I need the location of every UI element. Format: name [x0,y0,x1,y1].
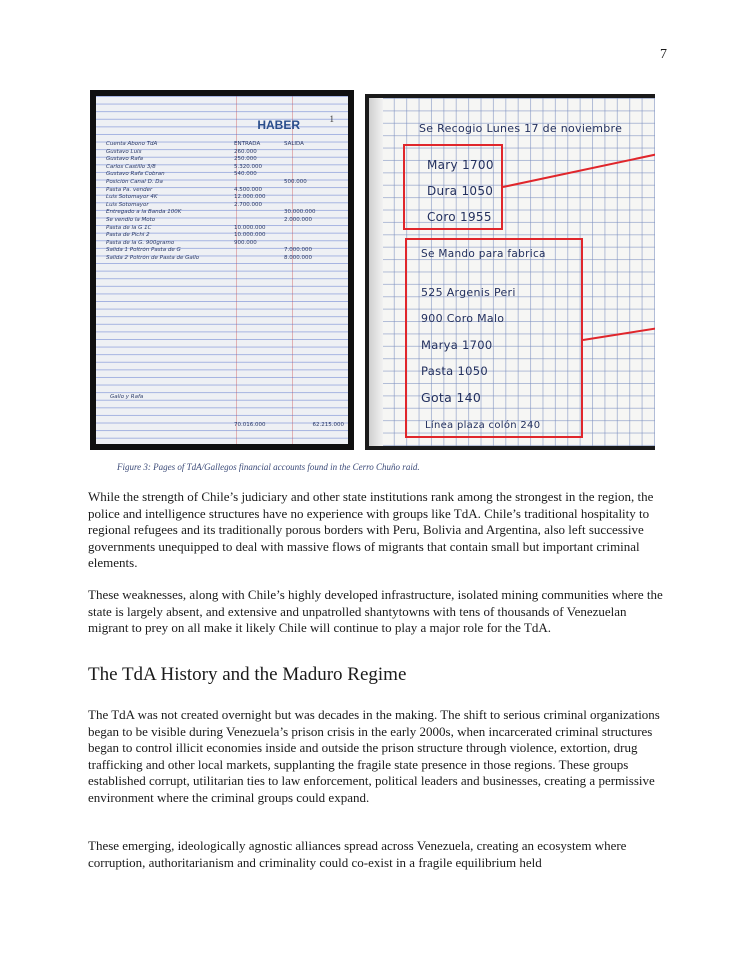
notebook-heading: Se Recogio Lunes 17 de noviembre [419,122,623,135]
ledger-description: Posición Canal D. Da [106,178,163,185]
sent-entry: 525 Argenis Peri [421,286,516,299]
ledger-row [106,171,342,179]
ledger-page [96,96,348,444]
ledger-debit: 250.000 [234,156,257,163]
ledger-credit: SALIDA [284,141,304,147]
ledger-row [106,179,342,187]
ledger-row [106,232,342,240]
ledger-debit: 2.700.000 [234,201,262,208]
ledger-debit: ENTRADA [234,141,261,147]
ledger-description: Cuenta Abono TdA [106,141,158,147]
sent-highlight-box [405,238,583,438]
ledger-credit [284,171,340,179]
ledger-row [106,164,342,172]
ledger-credit [284,225,340,233]
paragraph: While the strength of Chile’s judiciary and other state institutions rank among the strongest in the region, the police and intelligence structures have no experience with groups like TdA. Chile’s traditional hospitality to regional refugees and its traditionally porous borders with Peru, Bolivia and Argentina, also left successive governments unequipped to deal with massive flows of migrants that contain small but important criminal elements. [88,489,654,570]
ledger-header: HABER [257,118,300,132]
ledger-row [106,202,342,210]
ledger-description: Pasta Pa. vender [106,186,153,193]
collected-highlight-box [403,144,503,230]
ledger-row [106,247,342,255]
ledger-credit: 7.000.000 [284,247,312,254]
ledger-debit: 260.000 [234,148,257,155]
ledger-credit [284,164,340,172]
ledger-credit [284,187,340,195]
ledger-credit [284,202,340,210]
ledger-credit [284,194,340,202]
ledger-row [106,187,342,195]
ledger-row [106,156,342,164]
paragraph: These emerging, ideologically agnostic alliances spread across Venezuela, creating an ecosystem where corruption, authoritarianism and criminality could co-exist in a fragile equilibrium held [88,838,627,870]
sent-entry: Pasta 1050 [421,364,488,378]
notebook-photo [365,94,655,450]
ledger-credit: 30.000.000 [284,209,316,216]
ledger-row [106,209,342,217]
collected-entry: Dura 1050 [427,184,494,198]
sent-heading: Se Mando para fabrica [421,248,546,260]
ledger-description: Luis Sotomayor [106,201,149,208]
ledger-total-debit: 70.016.000 [234,422,266,428]
sent-entry: Marya 1700 [421,338,493,352]
ledger-totals [234,422,344,428]
ledger-credit: 8.000.000 [284,254,312,261]
ledger-description: Gustavo Rafa Cobran [106,171,165,178]
ledger-description: Entregado a la Banda 100K [106,209,182,216]
collected-entry: Coro 1955 [427,210,492,224]
ledger-row [106,255,342,263]
ledger-photo [90,90,354,450]
ledger-row [106,240,342,248]
ledger-debit [234,255,284,263]
ledger-debit [234,247,284,255]
ledger-debit: 5.320.000 [234,163,262,170]
section-heading: The TdA History and the Maduro Regime [88,664,407,685]
ledger-debit [234,209,284,217]
ledger-description: Luis Sotomayor 4K [106,194,158,201]
paragraph: The TdA was not created overnight but was decades in the making. The shift to serious criminal organizations began to be visible during Venezuela’s prison crisis in the early 2000s, when incarcerated criminal structures began to control illicit economies inside and outside the prison structure through violence, extortion, drug trafficking and other local markets, supplanting the fragile state presence in those regions. These groups established corrupt, utilitarian ties to law enforcement, political leaders and businesses, creating a permissive environment where the criminal groups could expand. [88,707,660,805]
ledger-description: Salida 2 Poltrón de Pasta de Gallo [106,254,200,261]
ledger-corner-mark: 1 [329,114,334,124]
ledger-debit: 4.500.000 [234,186,262,193]
page-number: 7 [660,47,667,62]
ledger-description: Salida 1 Poltrón Pasta de G [106,247,181,254]
ledger-credit: 500.000 [284,178,307,185]
ledger-credit [284,156,340,164]
ledger-total-credit: 62.215.000 [312,422,344,428]
ledger-row [106,149,342,157]
ledger-description: Pasta de la G 1C [106,224,152,231]
ledger-debit: 900.000 [234,239,257,246]
figure-caption: Figure 3: Pages of TdA/Gallegos financial accounts found in the Cerro Chuño raid. [117,462,420,472]
ledger-description: Gustavo Rafa [106,156,144,163]
collected-entry: Mary 1700 [427,158,494,172]
ledger-credit: 2.000.000 [284,216,312,223]
ledger-description: Pasta de Pichi 2 [106,232,150,239]
paragraph: These weaknesses, along with Chile’s highly developed infrastructure, isolated mining communities where the state is largely absent, and extensive and unpatrolled shantytowns with tens of thousands of Venezuelan migrant to prey on all make it likely Chile will continue to play a major role for the TdA. [88,587,663,635]
ledger-debit: 10.000.000 [234,224,266,231]
ledger-description: Pasta de la G. 900gramo [106,239,175,246]
ledger-debit: 10.000.000 [234,232,266,239]
ledger-description: Se vendio la Moto [106,216,156,223]
sent-entry: 900 Coro Malo [421,312,505,325]
ledger-row [106,194,342,202]
ledger-description: Gustavo Luis [106,148,142,155]
ledger-credit [284,240,340,248]
ledger-debit [234,217,284,225]
sent-entry: Línea plaza colón 240 [425,420,541,431]
ledger-row [106,225,342,233]
ledger-description: Carlos Castillo 3/8 [106,163,156,170]
ledger-footer-name: Gallo y Rafa [110,394,144,400]
ledger-rows [106,141,342,263]
ledger-credit [284,232,340,240]
notebook-spine [369,98,383,446]
ledger-debit [234,179,284,187]
ledger-debit: 12.000.000 [234,194,266,201]
ledger-row [106,141,342,149]
ledger-credit [284,149,340,157]
sent-entry: Gota 140 [421,390,482,405]
ledger-debit: 540.000 [234,171,257,178]
ledger-row [106,217,342,225]
